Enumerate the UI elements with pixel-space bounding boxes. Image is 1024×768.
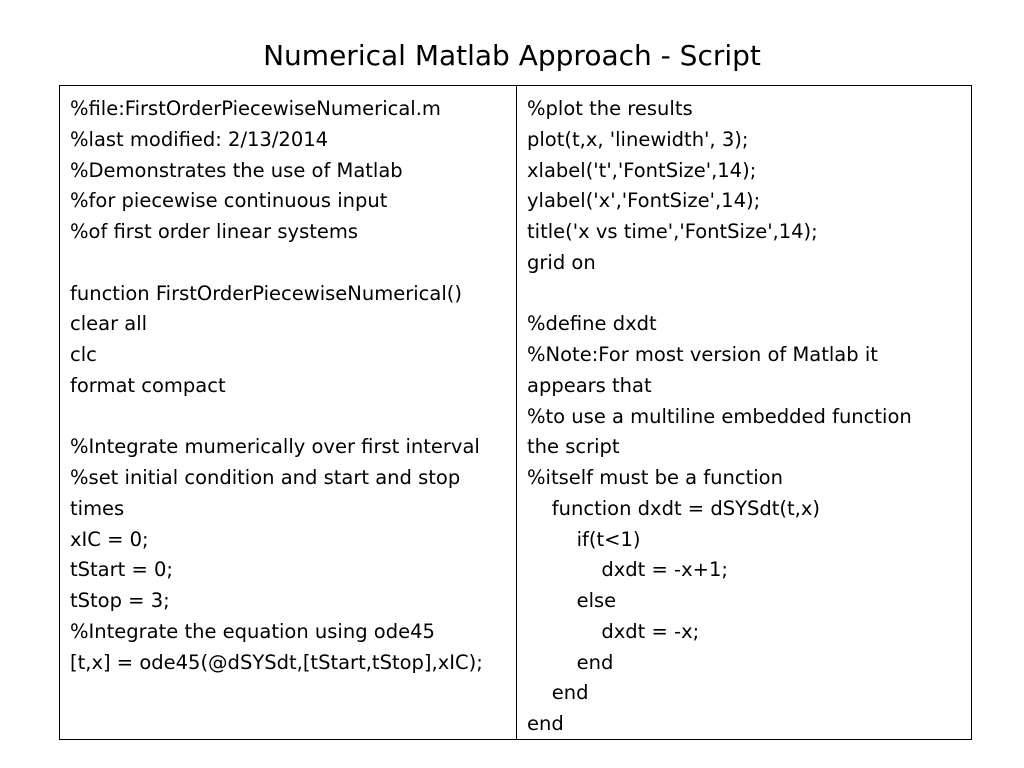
code-line: end bbox=[527, 712, 564, 735]
code-line: format compact bbox=[70, 373, 226, 397]
code-line: [t,x] = ode45(@dSYSdt,[tStart,tStop],xIC); bbox=[70, 650, 483, 674]
code-line: xlabel('t','FontSize',14); bbox=[527, 158, 757, 182]
code-line: clc bbox=[70, 343, 97, 366]
code-line: dxdt = -x+1; bbox=[527, 558, 728, 582]
code-line: %for piecewise continuous input bbox=[70, 189, 388, 213]
code-line: %of first order linear systems bbox=[70, 220, 359, 243]
right-code-column bbox=[517, 86, 971, 739]
code-line: %set initial condition and start and stop bbox=[70, 466, 461, 489]
code-line: %file:FirstOrderPiecewiseNumerical.m bbox=[70, 97, 441, 120]
code-line bbox=[70, 248, 506, 279]
code-table bbox=[59, 85, 972, 740]
code-line: title('x vs time','FontSize',14); bbox=[527, 220, 818, 243]
slide-title: Numerical Matlab Approach - Script bbox=[263, 39, 761, 72]
code-line: dxdt = -x; bbox=[527, 619, 700, 643]
code-line: %plot the results bbox=[527, 97, 693, 120]
code-line: ylabel('x','FontSize',14); bbox=[527, 189, 761, 213]
code-line: %define dxdt bbox=[527, 312, 657, 336]
code-line: end bbox=[527, 681, 589, 705]
code-line: clear all bbox=[70, 312, 148, 336]
code-line: %last modified: 2/13/2014 bbox=[70, 127, 329, 151]
code-line: %to use a multiline embedded function bbox=[527, 404, 912, 428]
code-line: the script bbox=[527, 435, 620, 459]
code-line: %itself must be a function bbox=[527, 466, 783, 489]
code-line: plot(t,x, 'linewidth', 3); bbox=[527, 127, 749, 151]
code-line: function FirstOrderPiecewiseNumerical() bbox=[70, 281, 462, 305]
code-line: function dxdt = dSYSdt(t,x) bbox=[527, 496, 820, 520]
code-line bbox=[527, 279, 961, 310]
code-line: times bbox=[70, 496, 125, 520]
code-line bbox=[70, 402, 506, 433]
code-line: %Note:For most version of Matlab it bbox=[527, 343, 878, 366]
code-line: xIC = 0; bbox=[70, 527, 149, 551]
code-line: if(t<1) bbox=[527, 527, 641, 551]
code-line: %Integrate the equation using ode45 bbox=[70, 619, 435, 643]
code-line: %Demonstrates the use of Matlab bbox=[70, 158, 403, 182]
code-line: appears that bbox=[527, 373, 652, 397]
code-line: tStop = 3; bbox=[70, 589, 170, 612]
code-line: else bbox=[527, 589, 617, 612]
left-code-column bbox=[60, 86, 517, 739]
code-line: grid on bbox=[527, 250, 596, 274]
code-line: tStart = 0; bbox=[70, 558, 173, 582]
code-line: end bbox=[527, 650, 614, 674]
code-line: %Integrate mumerically over first interval bbox=[70, 435, 480, 459]
